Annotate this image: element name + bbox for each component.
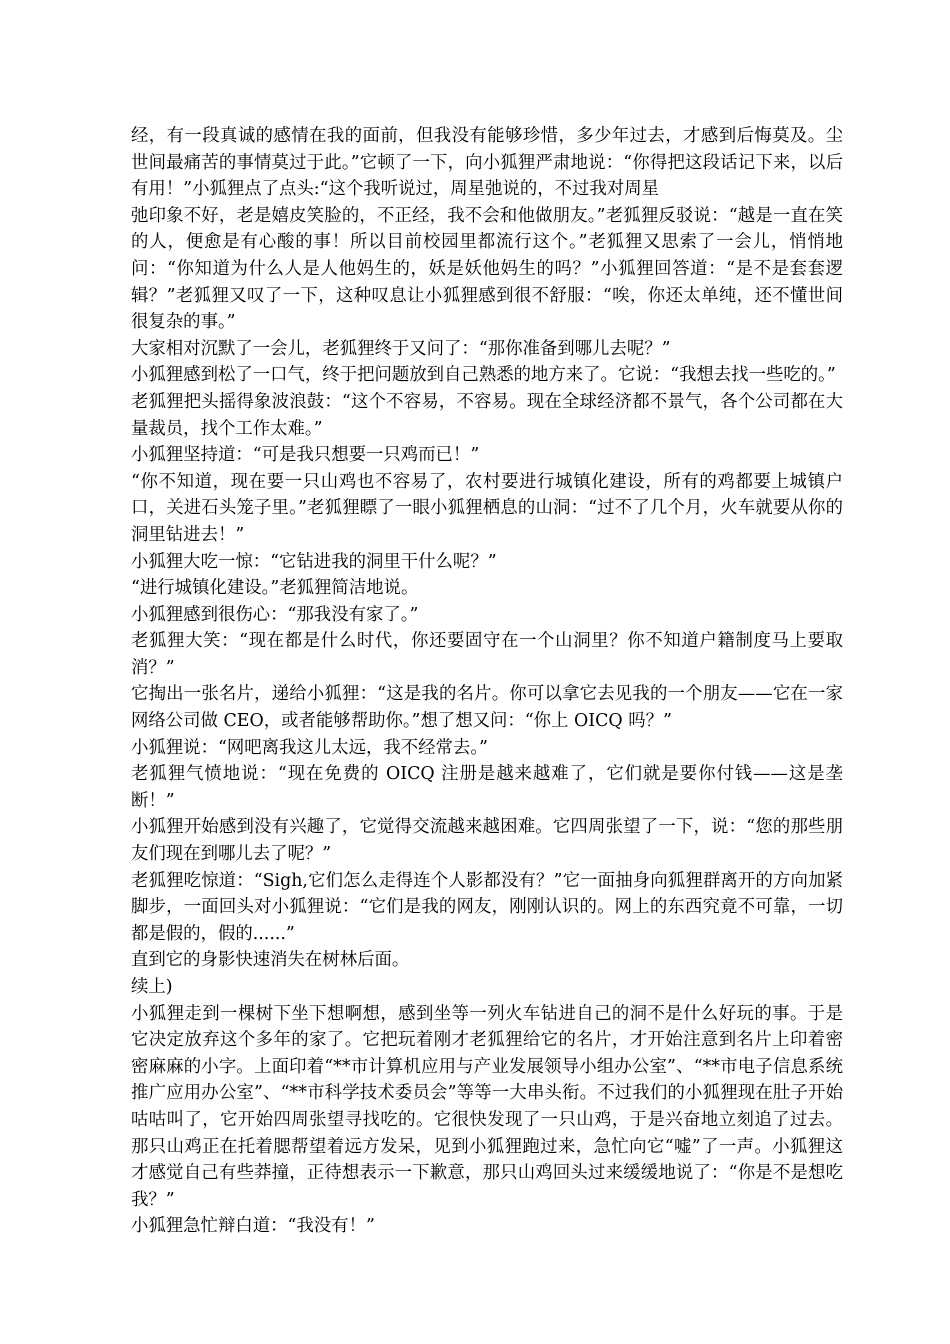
paragraph: 直到它的身影快速消失在树林后面。 (131, 950, 410, 971)
paragraph: 小狐狸感到松了一口气，终于把问题放到自己熟悉的地方来了。它说：“我想去找一些吃的。” (131, 365, 836, 386)
paragraph: “你不知道，现在要一只山鸡也不容易了，农村要进行城镇化建设，所有的鸡都要上城镇户口，关进石头笼子里。”老狐狸瞟了一眼小狐狸栖息的山洞：“过不了几个月，火车就要从你的洞里钻进去！” (131, 471, 843, 545)
paragraph: 小狐狸急忙辩白道：“我没有！” (131, 1216, 375, 1237)
paragraph: 续上) (131, 977, 173, 997)
paragraph: 大家相对沉默了一会儿，老狐狸终于又问了：“那你准备到哪儿去呢？” (131, 338, 671, 359)
paragraph: 小狐狸感到很伤心：“那我没有家了。” (131, 604, 419, 625)
document-page (131, 123, 843, 1240)
paragraph: 老狐狸气愤地说：“现在免费的 OICQ 注册是越来越难了，它们就是要你付钱——这是垄断！” (131, 764, 843, 811)
paragraph: “进行城镇化建设。”老狐狸简洁地说。 (131, 578, 419, 599)
paragraph: 小狐狸大吃一惊：“它钻进我的洞里干什么呢？” (131, 551, 497, 572)
paragraph: 老狐狸吃惊道：“Sigh,它们怎么走得连个人影都没有？”它一面抽身向狐狸群离开的方向加紧脚步，一面回头对小狐狸说：“它们是我的网友，刚刚认识的。网上的东西究竟不可靠，一切都是假的，假的......” (131, 870, 843, 944)
paragraph: 它掏出一张名片，递给小狐狸：“这是我的名片。你可以拿它去见我的一个朋友——它在一家网络公司做 CEO，或者能够帮助你。”想了想又问：“你上 OICQ 吗？” (131, 684, 843, 732)
paragraph: 经，有一段真诚的感情在我的面前，但我没有能够珍惜，多少年过去，才感到后悔莫及。尘世间最痛苦的事情莫过于此。”它顿了一下，向小狐狸严肃地说：“你得把这段话记下来，以后有用！”小狐狸点了点头:“这个我听说过，周星弛说的，不过我对周星 (131, 126, 843, 200)
paragraph: 小狐狸开始感到没有兴趣了，它觉得交流越来越困难。它四周张望了一下，说：“您的那些朋友们现在到哪儿去了呢？” (131, 817, 843, 865)
paragraph: 小狐狸说：“网吧离我这儿太远，我不经常去。” (131, 737, 488, 758)
paragraph: 老狐狸大笑：“现在都是什么时代，你还要固守在一个山洞里？你不知道户籍制度马上要取消？” (131, 631, 843, 678)
paragraph: 小狐狸坚持道：“可是我只想要一只鸡而已！” (131, 445, 480, 466)
paragraph: 老狐狸把头摇得象波浪鼓：“这个不容易，不容易。现在全球经济都不景气，各个公司都在大量裁员，找个工作太难。” (131, 391, 843, 439)
paragraph: 小狐狸走到一棵树下坐下想啊想，感到坐等一列火车钻进自己的洞不是什么好玩的事。于是它决定放弃这个多年的家了。它把玩着刚才老狐狸给它的名片，才开始注意到名片上印着密密麻麻的小字。上面印着“**市计算机应用与产业发展领导小组办公室”、“**市电子信息系统推广应用办公室”、“**市科学技术委员会”等等一大串头衔。不过我们的小狐狸现在肚子开始咕咕叫了，它开始四周张望寻找吃的。它很快发现了一只山鸡，于是兴奋地立刻追了过去。那只山鸡正在托着腮帮望着远方发呆，见到小狐狸跑过来，急忙向它“嘘”了一声。小狐狸这才感觉自己有些莽撞，正待想表示一下歉意，那只山鸡回头过来缓缓地说了：“你是不是想吃我？” (131, 1003, 843, 1210)
paragraph: 弛印象不好，老是嬉皮笑脸的，不正经，我不会和他做朋友。”老狐狸反驳说：“越是一直在笑的人，便愈是有心酸的事！所以目前校园里都流行这个。”老狐狸又思索了一会儿，悄悄地问：“你知道为什么人是人他妈生的，妖是妖他妈生的吗？”小狐狸回答道：“是不是套套逻辑？”老狐狸又叹了一下，这种叹息让小狐狸感到很不舒服：“唉，你还太单纯，还不懂世间很复杂的事。” (131, 205, 843, 333)
